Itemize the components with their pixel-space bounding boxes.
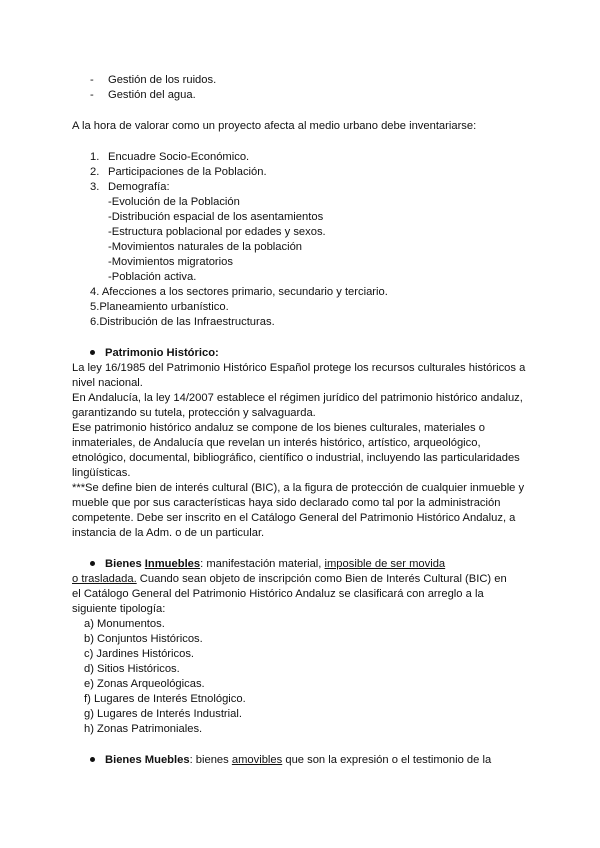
sub-item: -Movimientos migratorios [108,256,233,268]
typology-item: a) Monumentos. [84,618,165,630]
typology-item: h) Zonas Patrimoniales. [84,723,203,735]
list-item: 5.Planeamiento urbanístico. [90,301,229,313]
paragraph-line: La ley 16/1985 del Patrimonio Histórico Español protege los recursos culturales históricos a [72,362,526,374]
list-item: Encuadre Socio-Económico. [108,151,250,163]
typology-item: g) Lugares de Interés Industrial. [84,708,242,720]
typology-item: c) Jardines Históricos. [84,648,195,660]
inmuebles-label: Bienes [105,558,145,570]
dash-item: Gestión del agua. [108,89,196,101]
inmuebles-underlined-phrase: o trasladada. [72,573,137,585]
list-number: 1. [90,151,100,163]
inmuebles-text: Cuando sean objeto de inscripción como Bien de Interés Cultural (BIC) en [136,573,507,585]
sub-item: -Evolución de la Población [108,196,240,208]
paragraph-line: Ese patrimonio histórico andaluz se compone de los bienes culturales, materiales o [72,422,485,434]
dash-marker: - [90,74,94,86]
paragraph-line: mueble que por sus características haya sido declarado como tal por la administración [72,497,501,509]
inmuebles-label-underlined: Inmuebles [144,558,201,570]
muebles-text: que son la expresión o el testimonio de la [282,754,492,766]
sub-item: -Distribución espacial de los asentamientos [108,211,324,223]
muebles-text: : bienes [189,754,232,766]
paragraph-line: competente. Debe ser inscrito en el Catálogo General del Patrimonio Histórico Andaluz, a [72,512,516,524]
list-item: 6.Distribución de las Infraestructuras. [90,316,275,328]
sub-item: -Movimientos naturales de la población [108,241,303,253]
paragraph-line: inmateriales, de Andalucía que revelan un interés histórico, artístico, arqueológico, [72,437,481,449]
muebles-line-1 [90,753,491,768]
muebles-underlined-word: amovibles [231,754,283,766]
section-heading [90,346,219,361]
inmuebles-underlined-phrase: imposible de ser movida [324,558,446,570]
bullet-icon [90,757,95,762]
patrimonio-heading: Patrimonio Histórico: [105,347,219,359]
inmuebles-line-1 [90,557,445,572]
inmuebles-line-4: siguiente tipología: [72,603,166,615]
inmuebles-line-2 [72,572,507,587]
inmuebles-text: : manifestación material, [200,558,325,570]
paragraph-line: instancia de la Adm. o de un particular. [72,527,265,539]
sub-item: -Población activa. [108,271,197,283]
inmuebles-line-3: el Catálogo General del Patrimonio Histórico Andaluz se clasificará con arreglo a la [72,588,484,600]
paragraph-line: etnológico, documental, bibliográfico, científico o industrial, incluyendo las particularidades [72,452,520,464]
paragraph-line: nivel nacional. [72,377,143,389]
paragraph-line: lingüísticas. [72,467,131,479]
intro-text: A la hora de valorar como un proyecto afecta al medio urbano debe inventariarse: [72,120,477,132]
paragraph-line: ***Se define bien de interés cultural (BIC), a la figura de protección de cualquier inmueble y [72,482,525,494]
dash-marker: - [90,89,94,101]
muebles-label: Bienes Muebles [105,754,190,766]
typology-item: b) Conjuntos Históricos. [84,633,203,645]
typology-item: d) Sitios Históricos. [84,663,180,675]
dash-item: Gestión de los ruidos. [108,74,217,86]
list-item: Demografía: [108,181,170,193]
bullet-icon [90,350,95,355]
typology-item: e) Zonas Arqueológicas. [84,678,205,690]
list-number: 2. [90,166,100,178]
typology-item: f) Lugares de Interés Etnológico. [84,693,246,705]
list-item: Participaciones de la Población. [108,166,267,178]
paragraph-line: garantizando su tutela, protección y salvaguarda. [72,407,316,419]
bullet-icon [90,561,95,566]
paragraph-line: En Andalucía, la ley 14/2007 establece el régimen jurídico del patrimonio histórico andaluz, [72,392,523,404]
sub-item: -Estructura poblacional por edades y sexos. [108,226,326,238]
list-item: 4. Afecciones a los sectores primario, secundario y terciario. [90,286,388,298]
list-number: 3. [90,181,100,193]
